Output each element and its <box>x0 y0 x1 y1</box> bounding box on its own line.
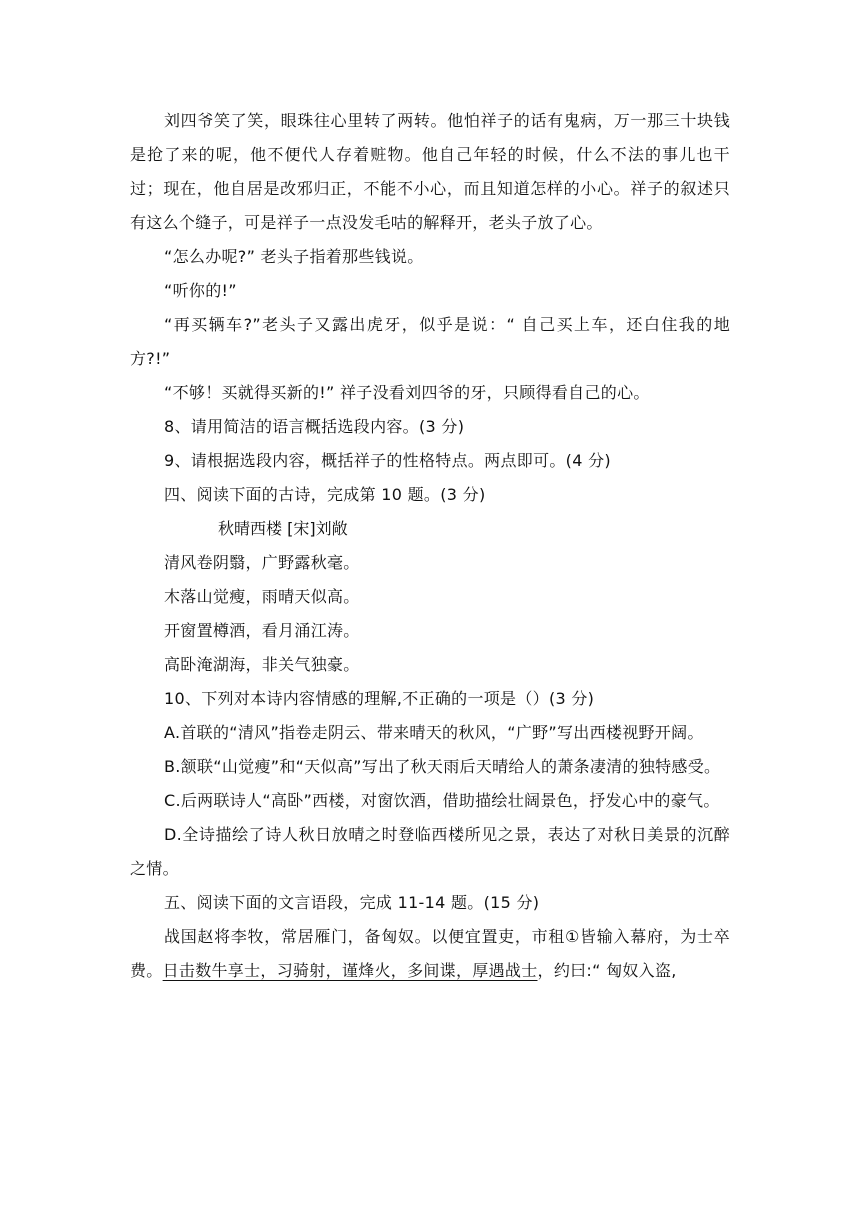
classical-text-underlined: 日击数牛享士，习骑射，谨烽火，多间谍，厚遇战士 <box>162 961 538 980</box>
question-10-stem: 10、下列对本诗内容情感的理解,不正确的一项是（）(3 分) <box>164 689 595 708</box>
passage-dialogue: “不够！买就得买新的!” 祥子没看刘四爷的牙，只顾得看自己的心。 <box>164 383 650 402</box>
passage-paragraph: 刘四爷笑了笑，眼珠往心里转了两转。他怕祥子的话有鬼病，万一那三十块钱是抢了来的呢，他不便代人存着赃物。他自己年轻的时候，什么不法的事儿也干过；现在，他自居是改邪归正，不能不小心，而且知道怎样的小心。祥子的叙述只有这么个缝子，可是祥子一点没发毛咕的解释开，老头子放了心。 <box>130 111 730 232</box>
poem-title: 秋晴西楼 [宋]刘敞 <box>218 519 348 538</box>
poem-line: 高卧淹湖海，非关气独豪。 <box>164 655 360 674</box>
question-8: 8、请用简洁的语言概括选段内容。(3 分) <box>164 417 465 436</box>
question-10-option-b: B.颔联“山觉瘦”和“天似高”写出了秋天雨后天晴给人的萧条凄清的独特感受。 <box>164 757 721 776</box>
classical-text-end: ，约曰:“ 匈奴入盗, <box>537 961 677 980</box>
passage-dialogue: “怎么办呢?” 老头子指着那些钱说。 <box>164 247 424 266</box>
document-body <box>130 104 730 988</box>
classical-text-start: 战国赵将李牧，常居雁门，备匈奴。以便宜置吏，市租①皆输入幕府，为士卒费。 <box>130 927 730 980</box>
question-10-option-c: C.后两联诗人“高卧”西楼，对窗饮酒，借助描绘壮阔景色，抒发心中的豪气。 <box>164 791 720 810</box>
poem-line: 清风卷阴翳，广野露秋毫。 <box>164 553 360 572</box>
classical-text-paragraph <box>130 920 730 988</box>
question-9: 9、请根据选段内容，概括祥子的性格特点。两点即可。(4 分) <box>164 451 611 470</box>
passage-dialogue: “再买辆车?”老头子又露出虎牙，似乎是说：“ 自己买上车，还白住我的地方?!” <box>130 315 730 368</box>
passage-dialogue: “听你的!” <box>164 281 237 300</box>
poem-line: 木落山觉瘦，雨晴天似高。 <box>164 587 360 606</box>
section-4-heading: 四、阅读下面的古诗，完成第 10 题。(3 分) <box>164 485 486 504</box>
section-5-heading: 五、阅读下面的文言语段，完成 11-14 题。(15 分) <box>164 893 540 912</box>
poem-line: 开窗置樽酒，看月涌江涛。 <box>164 621 360 640</box>
question-10-option-a: A.首联的“清风”指卷走阴云、带来晴天的秋风，“广野”写出西楼视野开阔。 <box>164 723 704 742</box>
question-10-option-d: D.全诗描绘了诗人秋日放晴之时登临西楼所见之景，表达了对秋日美景的沉醉之情。 <box>130 825 730 878</box>
